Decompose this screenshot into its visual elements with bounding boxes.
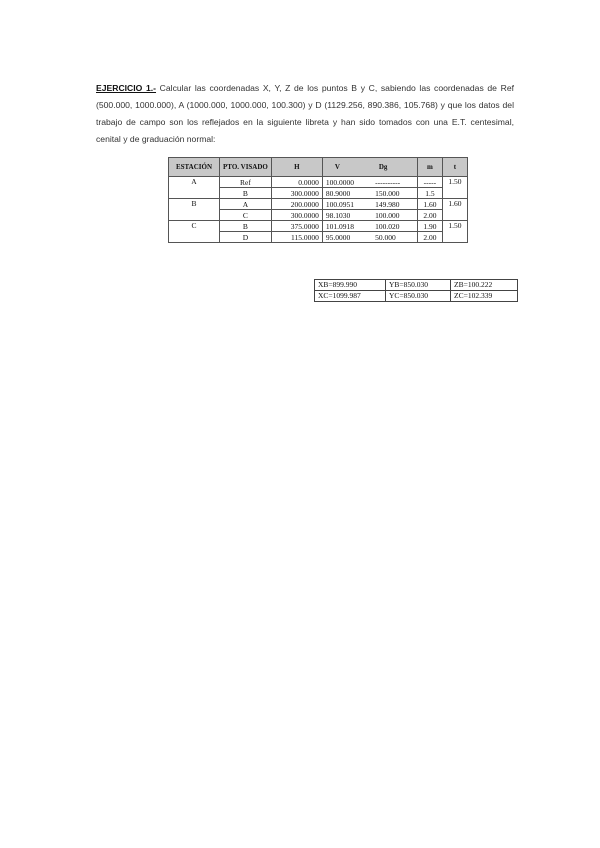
table-row (169, 177, 468, 188)
cell-h: 375.0000 (271, 221, 322, 232)
cell-h: 300.0000 (271, 210, 322, 221)
header-m: m (417, 158, 442, 177)
cell-v: 100.0000 (322, 177, 372, 188)
cell-v: 95.0000 (322, 232, 372, 243)
cell-m: 2.00 (417, 232, 442, 243)
cell-pto: C (220, 210, 272, 221)
cell-dg: 150.000 (372, 188, 417, 199)
exercise-paragraph (96, 80, 514, 148)
cell-estacion: C (169, 221, 220, 243)
cell-pto: B (220, 221, 272, 232)
header-dg: Dg (378, 163, 388, 171)
cell-estacion: A (169, 177, 220, 199)
header-pto-visado: PTO. VISADO (220, 158, 272, 177)
cell-dg: 100.020 (372, 221, 417, 232)
cell-pto: B (220, 188, 272, 199)
result-yb: YB=850.030 (386, 280, 451, 291)
cell-m: ----- (417, 177, 442, 188)
cell-pto: Ref (220, 177, 272, 188)
result-xc: XC=1099.987 (315, 291, 386, 302)
results-row (315, 280, 518, 291)
result-zb: ZB=100.222 (451, 280, 518, 291)
cell-t: 1.50 (442, 221, 467, 243)
cell-v: 98.1030 (322, 210, 372, 221)
table-row (169, 199, 468, 210)
cell-dg: 149.980 (372, 199, 417, 210)
cell-dg: 100.000 (372, 210, 417, 221)
header-estacion: ESTACIÓN (169, 158, 220, 177)
results-table (314, 279, 518, 302)
exercise-title: EJERCICIO 1.- (96, 83, 157, 93)
cell-h: 300.0000 (271, 188, 322, 199)
cell-dg: 50.000 (372, 232, 417, 243)
field-notebook-table (168, 157, 468, 243)
cell-v: 101.0918 (322, 221, 372, 232)
cell-t: 1.50 (442, 177, 467, 199)
cell-h: 115.0000 (271, 232, 322, 243)
cell-m: 2.00 (417, 210, 442, 221)
table-header-row (169, 158, 468, 177)
header-h: H (271, 158, 322, 177)
result-zc: ZC=102.339 (451, 291, 518, 302)
table-row (169, 221, 468, 232)
header-t: t (442, 158, 467, 177)
cell-v: 80.9000 (322, 188, 372, 199)
results-row (315, 291, 518, 302)
cell-dg: ---------- (372, 177, 417, 188)
cell-estacion: B (169, 199, 220, 221)
cell-m: 1.5 (417, 188, 442, 199)
cell-t: 1.60 (442, 199, 467, 221)
cell-m: 1.90 (417, 221, 442, 232)
result-xb: XB=899.990 (315, 280, 386, 291)
exercise-text: Calcular las coordenadas X, Y, Z de los puntos B y C, sabiendo las coordenadas de Ref (500.000, 1000.000), A (1000.000, 1000.000, 100.300) y D (1129.256, 890.386, 105.768) y que los datos del trabajo de campo son los reflejados en la siguiente libreta y han sido tomados con una E.T. centesimal, cenital y de graduación normal: (96, 83, 514, 144)
header-v: V (334, 163, 340, 171)
cell-pto: D (220, 232, 272, 243)
header-v-dg (322, 158, 417, 177)
cell-h: 0.0000 (271, 177, 322, 188)
result-yc: YC=850.030 (386, 291, 451, 302)
cell-pto: A (220, 199, 272, 210)
cell-h: 200.0000 (271, 199, 322, 210)
cell-v: 100.0951 (322, 199, 372, 210)
cell-m: 1.60 (417, 199, 442, 210)
